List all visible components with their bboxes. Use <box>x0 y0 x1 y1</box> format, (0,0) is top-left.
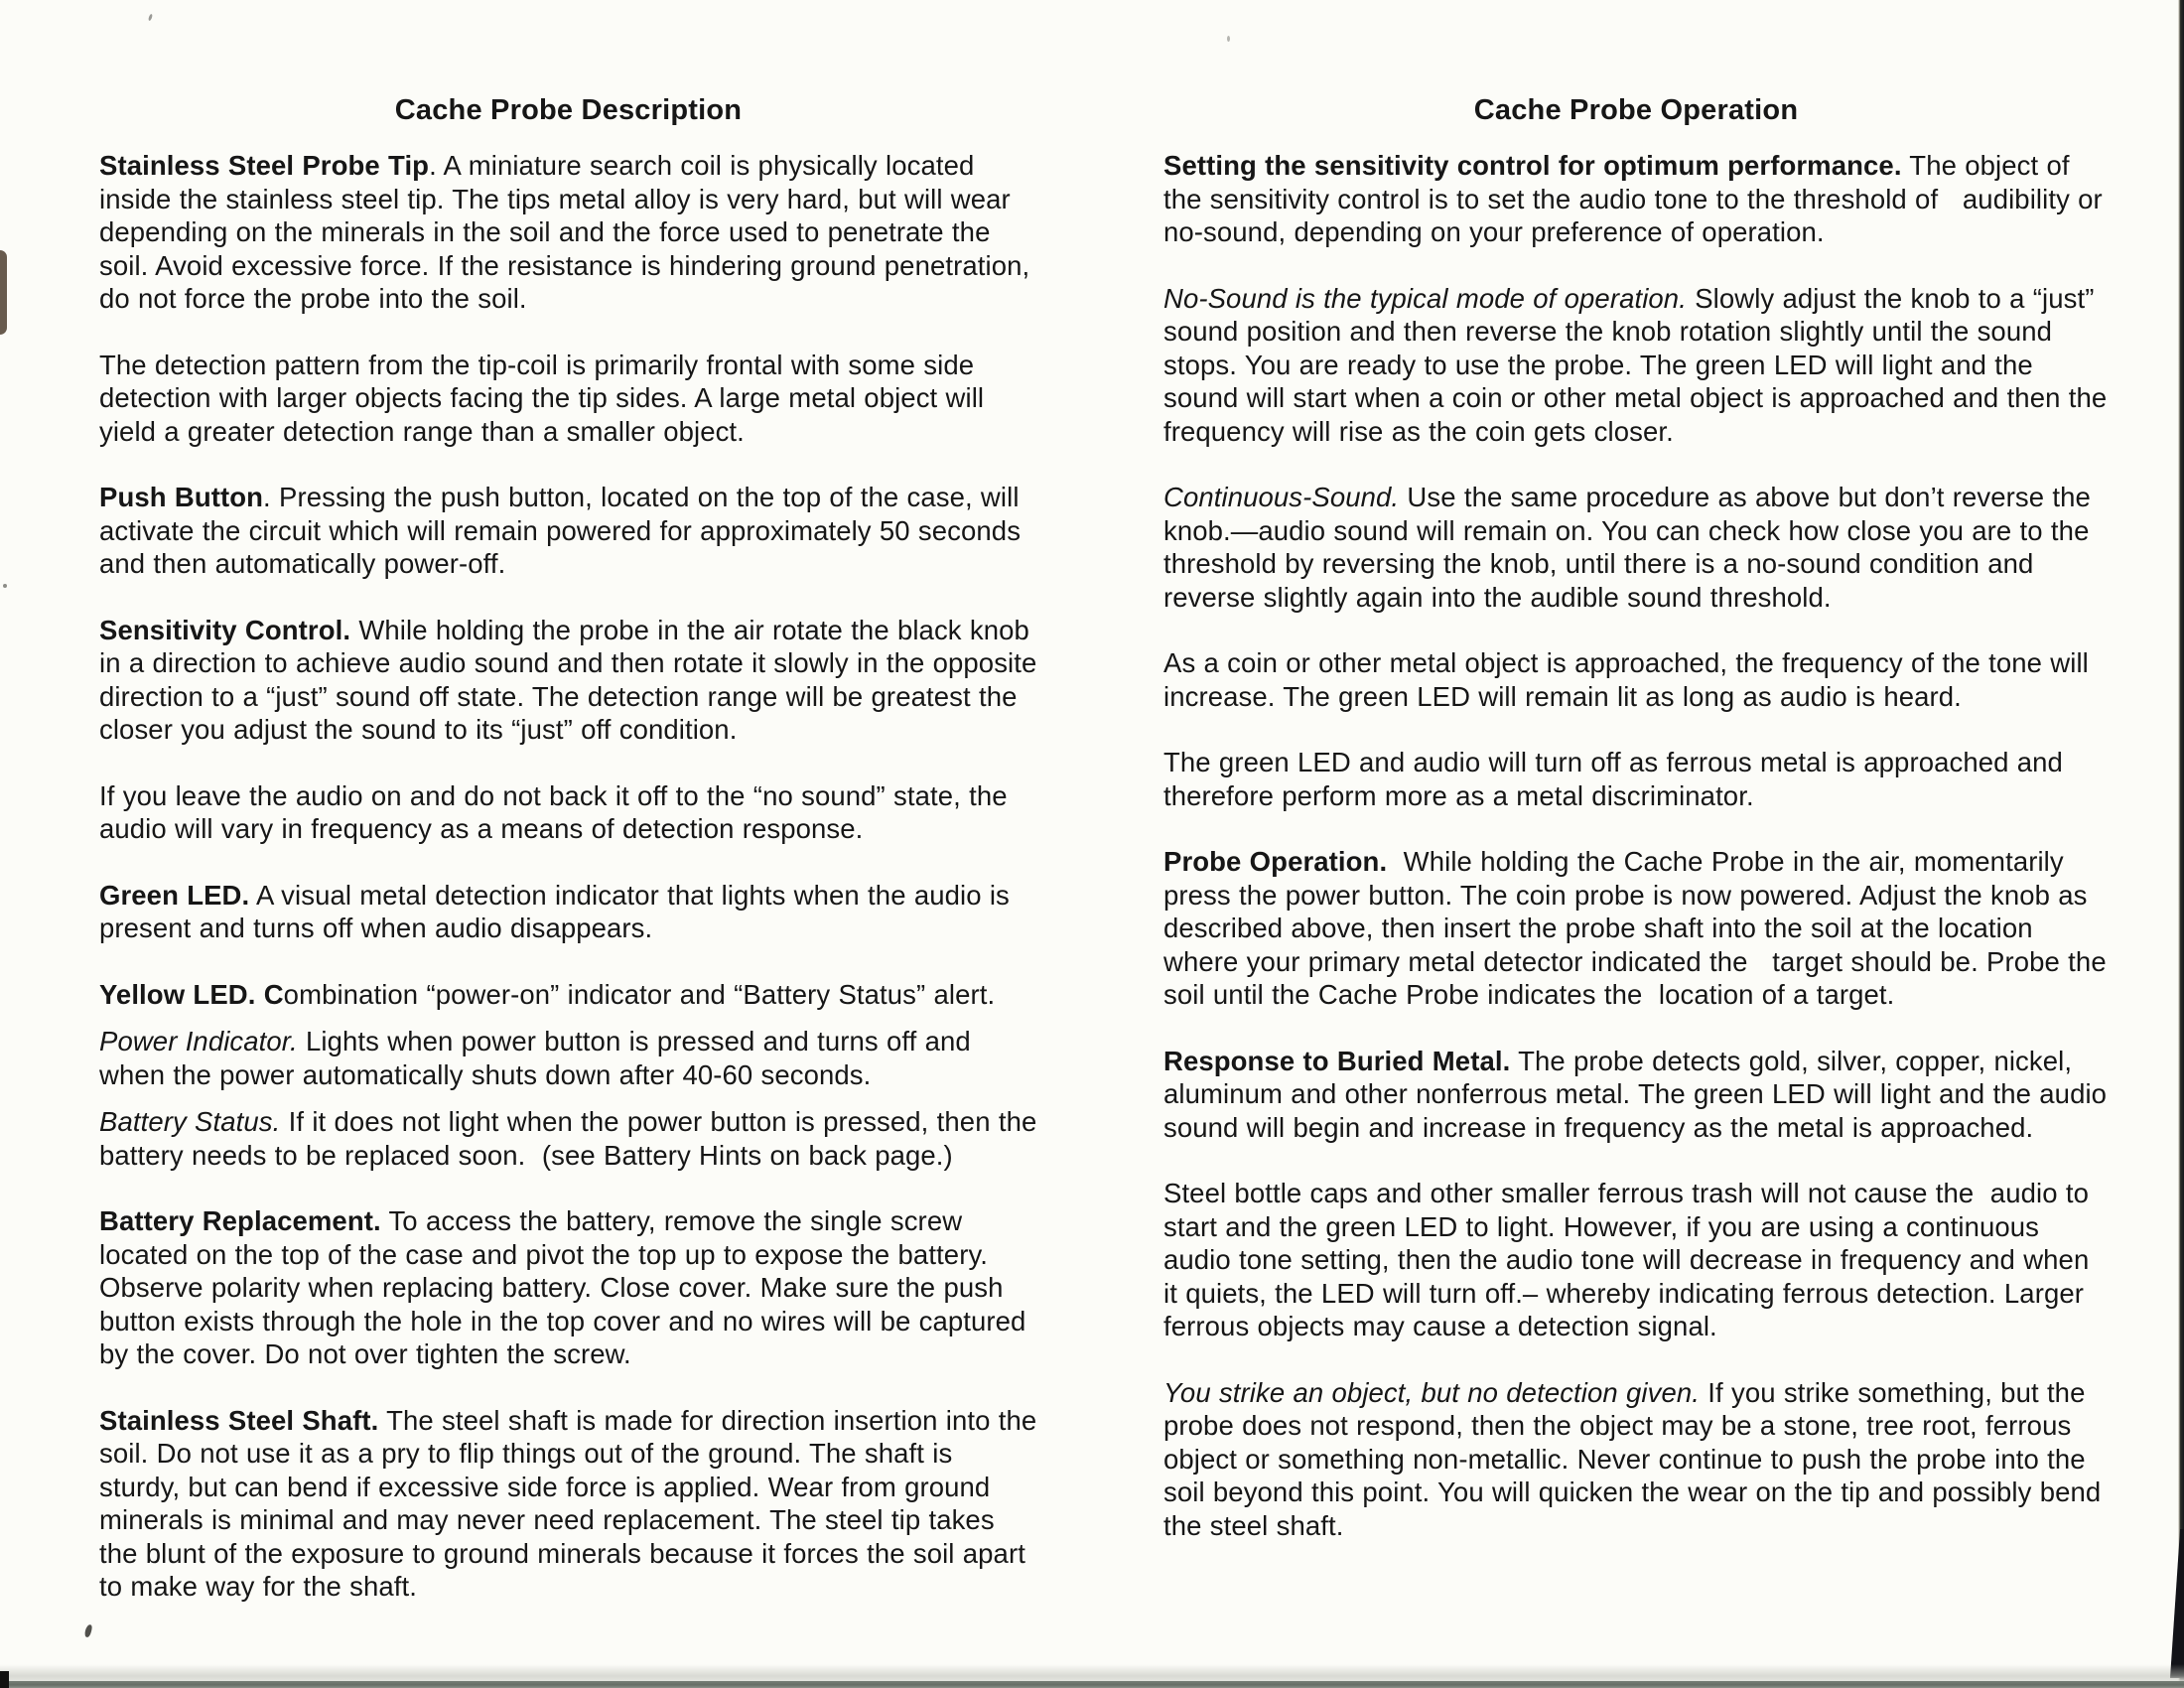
paragraph-lead: Probe Operation. <box>1163 846 1388 877</box>
paragraph-text: The green LED and audio will turn off as ferrous metal is approached and therefore perform more as a metal discriminator. <box>1163 747 2072 811</box>
paragraph-lead: Yellow LED. C <box>99 978 284 1010</box>
paragraph <box>99 349 1037 449</box>
paragraph-text: . Pressing the push button, located on the top of the case, will activate the circuit which will remain powered for approximately 50 seconds and then automatically power-off. <box>99 482 1029 579</box>
paragraph-lead: No-Sound is the typical mode of operation. <box>1163 282 1687 314</box>
paragraph <box>99 481 1037 581</box>
scan-speck <box>1227 36 1230 42</box>
paragraph-text: . A miniature search coil is physically located inside the stainless steel tip. The tips metal alloy is very hard, but will wear depending on the minerals in the soil and the force used to penetrate the soil. Avoid excessive force. If the resistance is hindering ground penetration, do not force the probe into the soil. <box>99 150 1038 314</box>
paragraph-text: The probe detects gold, silver, copper, nickel, aluminum and other nonferrous metal. The green LED will light and the audio sound will begin and increase in frequency as the metal is approached. <box>1163 1045 2116 1143</box>
paragraph-lead: Power Indicator. <box>99 1026 298 1056</box>
paragraph-text: Use the same procedure as above but don’t reverse the knob.—audio sound will remain on. You can check how close you are to the threshold by reversing the knob, until there is a no-sound condition and reverse slightly again into the audible sound threshold. <box>1163 482 2100 613</box>
operation-title: Cache Probe Operation <box>1473 94 1799 126</box>
paragraph-text: The steel shaft is made for direction insertion into the soil. Do not use it as a pry to flip things out of the ground. The shaft is sturdy, but can bend if excessive side force is applied. Wear from ground minerals is minimal and may never need replacement. The steel tip takes the blunt of the exposure to ground minerals because it forces the soil apart to make way for the shaft. <box>99 1404 1045 1602</box>
paragraph <box>1163 1177 2109 1343</box>
paragraph <box>1163 481 2109 614</box>
scan-edge-line-right <box>2178 0 2184 1688</box>
paragraph-text: If you leave the audio on and do not back it off to the “no sound” state, the audio will vary in frequency as a means of detection response. <box>99 779 1016 844</box>
paragraph-text: ombination “power-on” indicator and “Battery Status” alert. <box>283 978 996 1010</box>
scan-smudge <box>84 1623 93 1637</box>
paragraph <box>99 779 1037 846</box>
paragraph <box>99 1404 1045 1604</box>
paragraph-text: The detection pattern from the tip-coil is primarily frontal with some side detection with larger objects facing the tip sides. A large metal object will yield a greater detection range than a smaller object. <box>99 349 993 447</box>
paragraph <box>1163 1376 2109 1543</box>
paragraph <box>99 978 1037 1012</box>
paragraph-text: Steel bottle caps and other smaller ferrous trash will not cause the audio to start and the green LED to light. However, if you are using a continuous audio tone setting, then the audio tone will decrease in frequency and when it quiets, the LED will turn off.– whereby indicating ferrous detection. Larger ferrous objects may cause a detection signal. <box>1163 1178 2098 1341</box>
paragraph-text: To access the battery, remove the single screw located on the top of the case and pivot the top up to expose the battery. Observe polarity when replacing battery. Close cover. Make sure the push button exists through the hole in the top cover and no wires will be captured by the cover. Do not over tighten the screw. <box>99 1205 1034 1369</box>
column-operation <box>1163 93 2116 1542</box>
paragraph-text: Lights when power button is pressed and turns off and when the power automatically shuts down after 40-60 seconds. <box>99 1026 980 1090</box>
scan-edge-wedge-right <box>2170 1529 2184 1678</box>
paragraph-lead: Setting the sensitivity control for optimum performance. <box>1163 150 1902 181</box>
paragraph-text: A visual metal detection indicator that lights when the audio is present and turns off when audio disappears. <box>99 879 1019 943</box>
column-description <box>99 93 1045 1604</box>
paragraph-lead: Battery Status. <box>99 1106 281 1137</box>
paragraph <box>1163 746 2109 812</box>
paragraph-lead: You strike an object, but no detection given. <box>1163 1376 1701 1408</box>
paragraph-text: While holding the probe in the air rotate the black knob in a direction to achieve audio sound and then rotate it slowly in the opposite direction to a “just” sound off state. The detection range will be greatest the closer you adjust the sound to its “just” off condition. <box>99 614 1045 745</box>
paragraph-text: As a coin or other metal object is approached, the frequency of the tone will increase. The green LED will remain lit as long as audio is heard. <box>1163 647 2098 712</box>
operation-paragraph-list <box>1163 149 2116 1542</box>
scan-mark-bottom-left <box>0 1671 9 1688</box>
paragraph-text: If it does not light when the power button is pressed, then the battery needs to be replaced soon. (see Battery Hints on back page.) <box>99 1106 1045 1171</box>
paragraph <box>1163 149 2112 249</box>
paragraph-lead: Green LED. <box>99 879 250 911</box>
paragraph-text: While holding the Cache Probe in the air, momentarily press the power button. The coin probe is now powered. Adjust the knob as described above, then insert the probe shaft into the soil at the location where your primary metal detector indicated the target should be. Probe the soil until the Cache Probe indicates the location of a target. <box>1163 846 2115 1010</box>
scan-speck <box>3 584 7 588</box>
paragraph <box>1163 646 2109 713</box>
scan-edge-sliver-left <box>0 250 7 335</box>
paragraph <box>99 879 1037 945</box>
paragraph-text: If you strike something, but the probe does not respond, then the object may be a stone, tree root, ferrous object or something non-metallic. Never continue to push the probe into the soil beyond this point. You will quicken the wear on the tip and possibly bend the steel shaft. <box>1163 1376 2110 1541</box>
scan-page-edge-bottom <box>0 1681 2184 1688</box>
paragraph-lead: Sensitivity Control. <box>99 614 351 645</box>
paragraph-lead: Continuous-Sound. <box>1163 482 1400 512</box>
paragraph <box>99 1204 1037 1371</box>
paragraph-text: The object of the sensitivity control is to set the audio tone to the threshold of audibility or no-sound, depending on your preference of operation. <box>1163 150 2112 247</box>
paragraph-lead: Response to Buried Metal. <box>1163 1045 1511 1076</box>
paragraph <box>1163 1045 2116 1145</box>
scan-shadow-bottom <box>0 1664 2184 1681</box>
paragraph <box>99 149 1037 316</box>
paragraph <box>99 1025 1037 1091</box>
paragraph-lead: Stainless Steel Probe Tip <box>99 150 430 181</box>
paragraph <box>99 1105 1045 1172</box>
paragraph <box>99 614 1045 747</box>
paragraph <box>1163 282 2116 449</box>
description-paragraph-list <box>99 149 1045 1604</box>
scan-speck <box>148 14 153 22</box>
paragraph-text: Slowly adjust the knob to a “just” sound position and then reverse the knob rotation slightly until the sound stops. You are ready to use the probe. The green LED will light and the sound will start when a coin or other metal object is approached and then the frequency will rise as the coin gets closer. <box>1163 282 2116 447</box>
paragraph-lead: Stainless Steel Shaft. <box>99 1404 379 1436</box>
paragraph-lead: Battery Replacement. <box>99 1205 381 1236</box>
description-title: Cache Probe Description <box>394 94 743 126</box>
paragraph-lead: Push Button <box>99 482 264 512</box>
paragraph <box>1163 845 2115 1012</box>
